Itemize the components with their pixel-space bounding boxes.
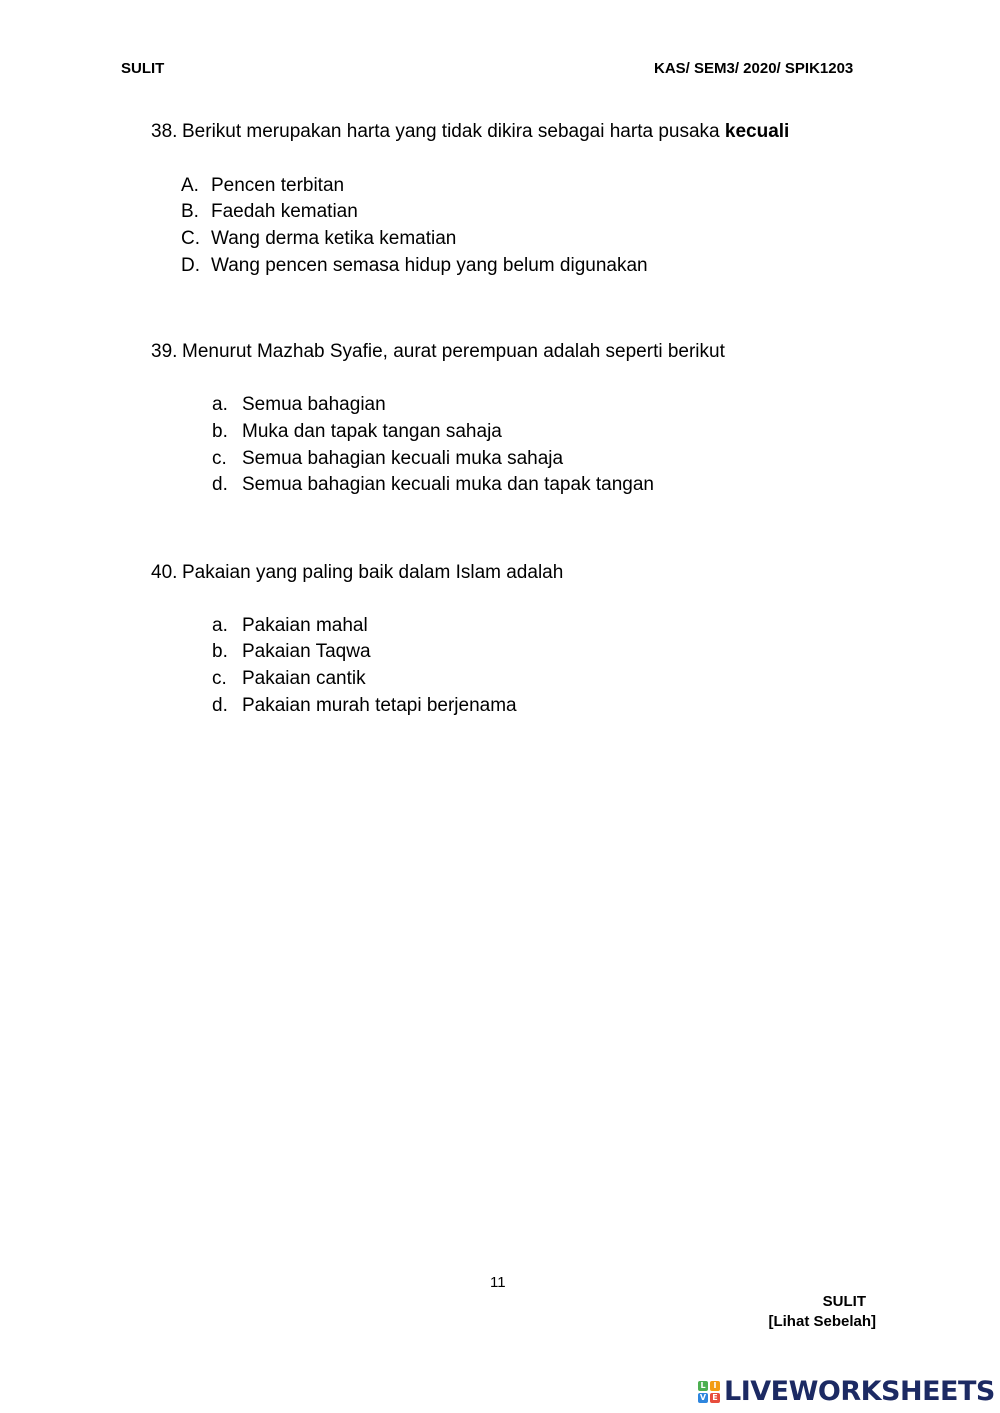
option-c[interactable] — [212, 448, 563, 470]
option-text: Pakaian mahal — [242, 615, 368, 636]
logo-text: LIVEWORKSHEETS — [724, 1376, 995, 1407]
question-emphasis: kecuali — [724, 121, 790, 142]
option-text: Pakaian murah tetapi berjenama — [242, 695, 517, 716]
option-text: Wang pencen semasa hidup yang belum digunakan — [211, 255, 648, 276]
question-stem: Berikut merupakan harta yang tidak dikira sebagai harta pusaka — [182, 121, 720, 142]
option-text: Faedah kematian — [211, 201, 358, 222]
option-d[interactable] — [212, 474, 654, 496]
logo-icon: L I V E — [698, 1381, 720, 1403]
option-text: Wang derma ketika kematian — [211, 228, 457, 249]
footer-next-page-note: [Lihat Sebelah] — [768, 1313, 876, 1330]
question-text: Pakaian yang paling baik dalam Islam adalah — [182, 562, 564, 583]
option-text: Semua bahagian kecuali muka sahaja — [242, 448, 564, 469]
option-text: Semua bahagian — [242, 394, 386, 415]
option-text: Pakaian Taqwa — [242, 641, 371, 662]
option-c[interactable] — [181, 228, 456, 250]
option-label: B. — [181, 201, 199, 222]
option-label: a. — [212, 394, 228, 415]
option-b[interactable] — [212, 421, 502, 443]
option-a[interactable] — [181, 175, 344, 197]
option-text: Pencen terbitan — [211, 175, 345, 196]
option-label: d. — [212, 695, 228, 716]
option-label: b. — [212, 421, 228, 442]
option-b[interactable] — [212, 641, 371, 663]
header-right-code: KAS/ SEM3/ 2020/ SPIK1203 — [654, 60, 854, 77]
question-number: 39. — [151, 341, 178, 362]
option-label: C. — [181, 228, 200, 249]
option-label: d. — [212, 474, 228, 495]
option-a[interactable] — [212, 615, 368, 637]
option-d[interactable] — [181, 255, 648, 277]
option-b[interactable] — [181, 201, 358, 223]
option-label: a. — [212, 615, 228, 636]
option-label: b. — [212, 641, 228, 662]
option-d[interactable] — [212, 695, 517, 717]
question-text: Menurut Mazhab Syafie, aurat perempuan adalah seperti berikut — [182, 341, 725, 362]
option-text: Pakaian cantik — [242, 668, 366, 689]
page-number: 11 — [490, 1274, 506, 1291]
question-text — [182, 121, 789, 143]
option-label: c. — [212, 448, 227, 469]
option-c[interactable] — [212, 668, 366, 690]
option-label: A. — [181, 175, 199, 196]
footer-classification: SULIT — [822, 1293, 866, 1310]
option-label: D. — [181, 255, 200, 276]
option-label: c. — [212, 668, 227, 689]
header-left-classification: SULIT — [121, 60, 165, 77]
question-number: 40. — [151, 562, 178, 583]
liveworksheets-logo — [698, 1376, 995, 1407]
option-a[interactable] — [212, 394, 386, 416]
option-text: Semua bahagian kecuali muka dan tapak tangan — [242, 474, 654, 495]
question-number: 38. — [151, 121, 178, 142]
option-text: Muka dan tapak tangan sahaja — [242, 421, 502, 442]
